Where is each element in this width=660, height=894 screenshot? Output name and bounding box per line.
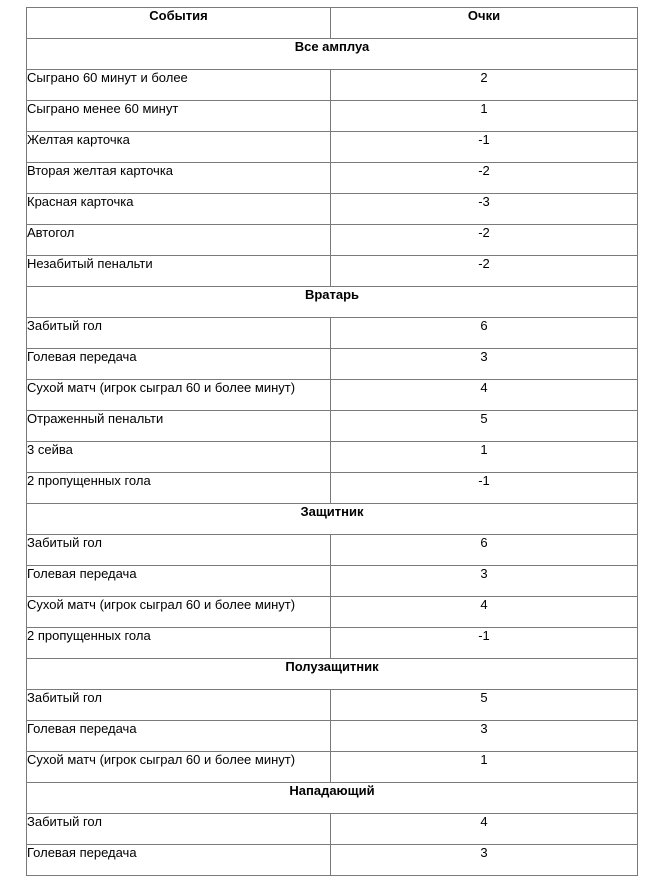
section-row [27, 39, 638, 70]
event-cell: 2 пропущенных гола [27, 628, 331, 659]
points-cell: 6 [331, 318, 638, 349]
table-row [27, 318, 638, 349]
points-cell: 2 [331, 70, 638, 101]
event-cell: Голевая передача [27, 721, 331, 752]
section-row [27, 504, 638, 535]
event-cell: 2 пропущенных гола [27, 473, 331, 504]
points-cell: 4 [331, 597, 638, 628]
header-events: События [27, 8, 331, 39]
table-row [27, 442, 638, 473]
table-row [27, 597, 638, 628]
event-cell: Голевая передача [27, 845, 331, 876]
event-cell: Вторая желтая карточка [27, 163, 331, 194]
table-row [27, 535, 638, 566]
event-cell: Голевая передача [27, 349, 331, 380]
table-row [27, 225, 638, 256]
event-cell: Желтая карточка [27, 132, 331, 163]
section-title: Вратарь [27, 287, 638, 318]
event-cell: Голевая передача [27, 566, 331, 597]
section-row [27, 783, 638, 814]
points-cell: 3 [331, 721, 638, 752]
table-row [27, 628, 638, 659]
points-cell: 3 [331, 845, 638, 876]
event-cell: Забитый гол [27, 318, 331, 349]
table-row [27, 163, 638, 194]
event-cell: Отраженный пенальти [27, 411, 331, 442]
table-row [27, 845, 638, 876]
table-row [27, 473, 638, 504]
header-points: Очки [331, 8, 638, 39]
points-cell: 1 [331, 101, 638, 132]
points-cell: -1 [331, 473, 638, 504]
points-cell: 6 [331, 535, 638, 566]
event-cell: Сухой матч (игрок сыграл 60 и более минут) [27, 597, 331, 628]
points-cell: 4 [331, 814, 638, 845]
event-cell: Сухой матч (игрок сыграл 60 и более минут) [27, 752, 331, 783]
event-cell: Сыграно менее 60 минут [27, 101, 331, 132]
table-row [27, 194, 638, 225]
table-row [27, 690, 638, 721]
points-cell: -1 [331, 132, 638, 163]
event-cell: Сухой матч (игрок сыграл 60 и более минут) [27, 380, 331, 411]
points-cell: 3 [331, 349, 638, 380]
section-title: Все амплуа [27, 39, 638, 70]
points-cell: -1 [331, 628, 638, 659]
table-row [27, 721, 638, 752]
table-row [27, 814, 638, 845]
event-cell: Забитый гол [27, 814, 331, 845]
table-body [27, 39, 638, 876]
event-cell: Автогол [27, 225, 331, 256]
event-cell: Незабитый пенальти [27, 256, 331, 287]
section-title: Полузащитник [27, 659, 638, 690]
points-cell: -3 [331, 194, 638, 225]
table-row [27, 349, 638, 380]
event-cell: Забитый гол [27, 535, 331, 566]
table-row [27, 101, 638, 132]
event-cell: Забитый гол [27, 690, 331, 721]
points-cell: 4 [331, 380, 638, 411]
table-row [27, 752, 638, 783]
points-cell: 5 [331, 690, 638, 721]
scoring-table [26, 7, 638, 876]
section-row [27, 287, 638, 318]
section-title: Нападающий [27, 783, 638, 814]
table-row [27, 411, 638, 442]
points-cell: -2 [331, 256, 638, 287]
table-row [27, 70, 638, 101]
points-cell: 3 [331, 566, 638, 597]
table-row [27, 566, 638, 597]
points-cell: -2 [331, 225, 638, 256]
table-row [27, 256, 638, 287]
table-row [27, 132, 638, 163]
table-header-row [27, 8, 638, 39]
points-cell: 1 [331, 752, 638, 783]
event-cell: Красная карточка [27, 194, 331, 225]
section-title: Защитник [27, 504, 638, 535]
event-cell: 3 сейва [27, 442, 331, 473]
points-cell: -2 [331, 163, 638, 194]
points-cell: 1 [331, 442, 638, 473]
event-cell: Сыграно 60 минут и более [27, 70, 331, 101]
table-row [27, 380, 638, 411]
section-row [27, 659, 638, 690]
points-cell: 5 [331, 411, 638, 442]
